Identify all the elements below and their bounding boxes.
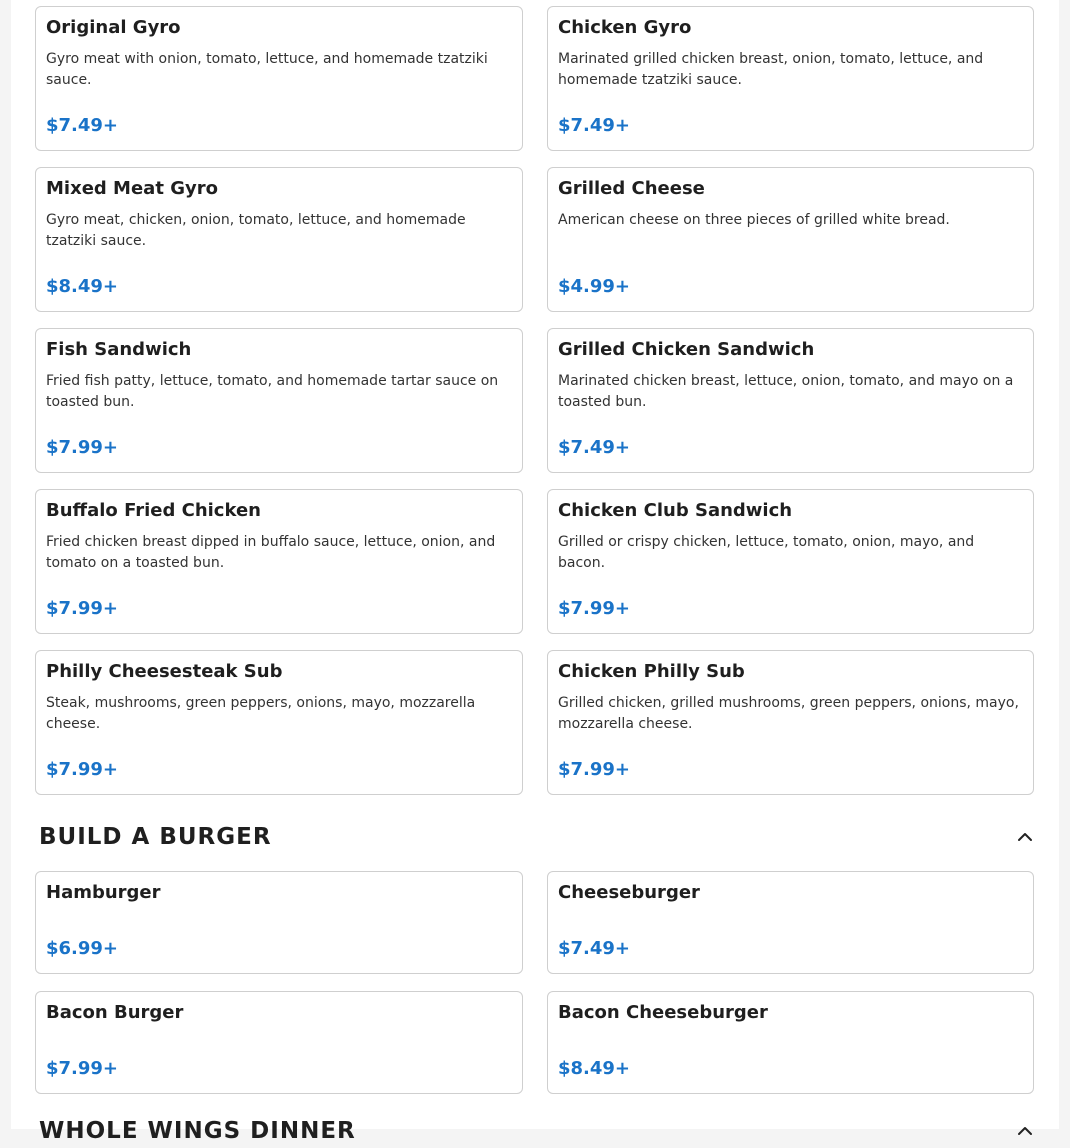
menu-item-card[interactable] <box>547 871 1034 974</box>
menu-item-card[interactable] <box>35 328 523 473</box>
section-title: WHOLE WINGS DINNER <box>39 1118 356 1144</box>
item-name: Hamburger <box>46 882 161 903</box>
menu-item-card[interactable] <box>547 650 1034 795</box>
section-title: BUILD A BURGER <box>39 824 272 850</box>
item-name: Chicken Philly Sub <box>558 661 745 682</box>
menu-item-card[interactable] <box>35 6 523 151</box>
item-price: $6.99+ <box>46 938 119 959</box>
menu-item-card[interactable] <box>35 650 523 795</box>
menu-item-card[interactable] <box>547 6 1034 151</box>
menu-item-card[interactable] <box>35 871 523 974</box>
menu-item-card[interactable] <box>547 328 1034 473</box>
sandwiches-grid <box>35 6 1034 795</box>
item-description: Gyro meat with onion, tomato, lettuce, and homemade tzatziki sauce. <box>46 51 488 88</box>
item-name: Chicken Club Sandwich <box>558 500 793 521</box>
item-price: $7.99+ <box>46 598 119 619</box>
item-name: Buffalo Fried Chicken <box>46 500 261 521</box>
item-name: Bacon Cheeseburger <box>558 1002 768 1023</box>
item-price: $7.99+ <box>46 1058 119 1079</box>
section-header-wings <box>39 1114 1035 1148</box>
menu-item-card[interactable] <box>547 167 1034 312</box>
item-description: Marinated chicken breast, lettuce, onion, tomato, and mayo on a toasted bun. <box>558 373 1014 410</box>
item-description: Gyro meat, chicken, onion, tomato, lettuce, and homemade tzatziki sauce. <box>46 212 466 249</box>
item-description: American cheese on three pieces of grilled white bread. <box>558 212 950 228</box>
chevron-up-icon[interactable] <box>1015 827 1035 847</box>
item-description: Fried fish patty, lettuce, tomato, and homemade tartar sauce on toasted bun. <box>46 373 499 410</box>
menu-page <box>11 0 1059 1144</box>
menu-item-card[interactable] <box>35 167 523 312</box>
item-price: $7.49+ <box>558 115 631 136</box>
item-price: $7.49+ <box>46 115 119 136</box>
item-name: Grilled Chicken Sandwich <box>558 339 815 360</box>
item-name: Mixed Meat Gyro <box>46 178 218 199</box>
item-price: $4.99+ <box>558 276 631 297</box>
item-description: Grilled or crispy chicken, lettuce, tomato, onion, mayo, and bacon. <box>558 534 975 571</box>
menu-item-card[interactable] <box>547 991 1034 1094</box>
item-price: $7.99+ <box>558 598 631 619</box>
item-name: Original Gyro <box>46 17 181 38</box>
menu-item-card[interactable] <box>35 991 523 1094</box>
item-name: Bacon Burger <box>46 1002 184 1023</box>
item-name: Chicken Gyro <box>558 17 692 38</box>
item-price: $7.49+ <box>558 437 631 458</box>
menu-item-card[interactable] <box>35 489 523 634</box>
item-price: $7.99+ <box>46 437 119 458</box>
item-description: Grilled chicken, grilled mushrooms, green peppers, onions, mayo, mozzarella cheese. <box>558 695 1019 732</box>
item-price: $7.99+ <box>558 759 631 780</box>
chevron-up-icon[interactable] <box>1015 1121 1035 1141</box>
item-description: Fried chicken breast dipped in buffalo sauce, lettuce, onion, and tomato on a toasted bun. <box>46 534 496 571</box>
item-price: $8.49+ <box>558 1058 631 1079</box>
item-name: Fish Sandwich <box>46 339 192 360</box>
item-price: $7.49+ <box>558 938 631 959</box>
menu-item-card[interactable] <box>547 489 1034 634</box>
item-price: $8.49+ <box>46 276 119 297</box>
section-header-burger <box>39 820 1035 854</box>
item-name: Philly Cheesesteak Sub <box>46 661 283 682</box>
item-price: $7.99+ <box>46 759 119 780</box>
item-description: Marinated grilled chicken breast, onion, tomato, lettuce, and homemade tzatziki sauce. <box>558 51 984 88</box>
item-description: Steak, mushrooms, green peppers, onions, mayo, mozzarella cheese. <box>46 695 476 732</box>
item-name: Cheeseburger <box>558 882 700 903</box>
item-name: Grilled Cheese <box>558 178 705 199</box>
burger-grid <box>35 871 1034 1094</box>
